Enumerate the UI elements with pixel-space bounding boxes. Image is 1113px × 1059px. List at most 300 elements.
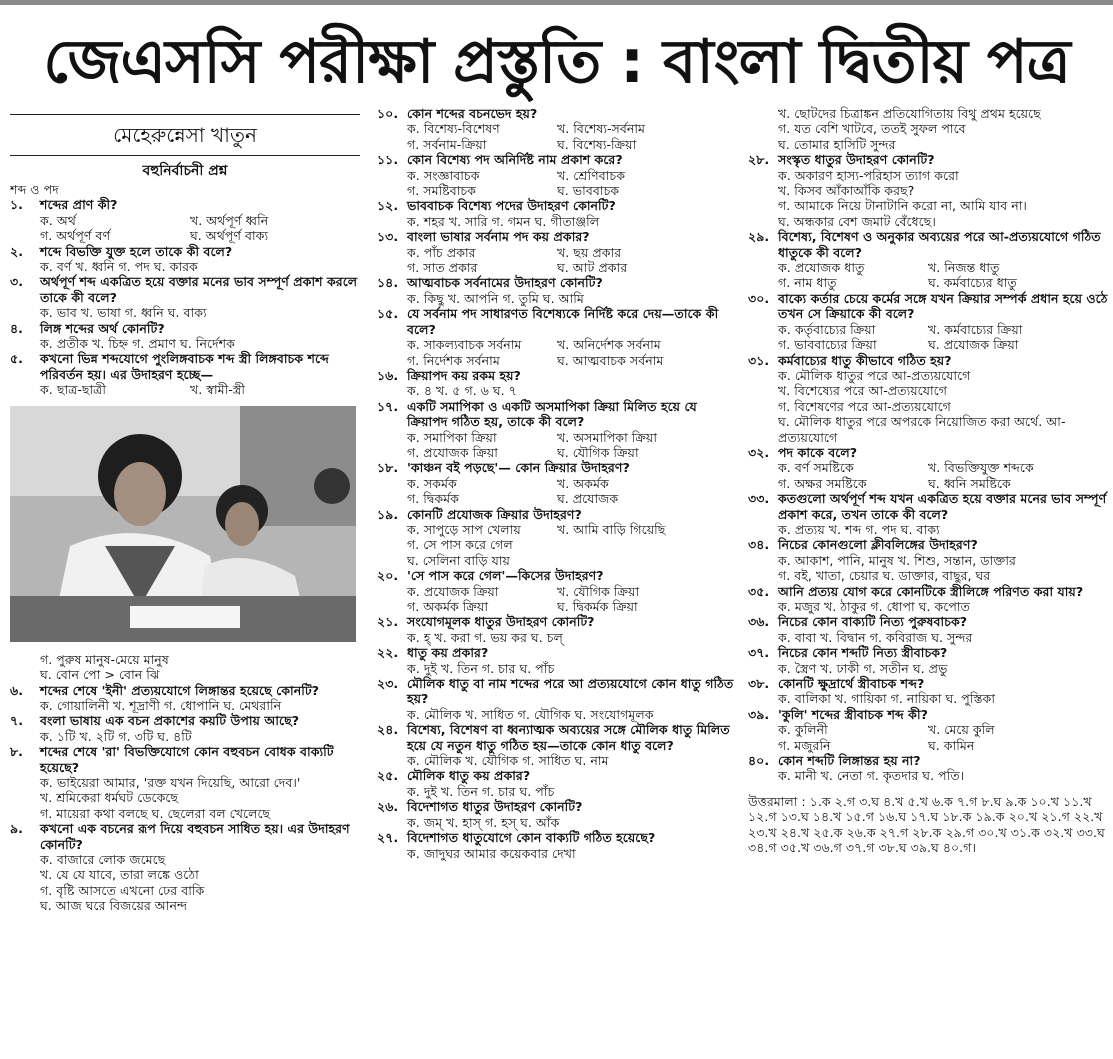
option-text: গ. প্রযোজক ক্রিয়া <box>407 444 498 460</box>
question-item <box>377 152 739 198</box>
question-number: ২৫. <box>377 768 399 784</box>
question-item <box>377 768 739 799</box>
students-illustration <box>10 406 356 642</box>
question-text: লিঙ্গ শব্দের অর্থ কোনটি? <box>40 320 165 336</box>
question-line <box>377 399 739 430</box>
question-item <box>748 291 1108 353</box>
option-row <box>778 368 1108 383</box>
options <box>748 691 1108 706</box>
question-text: কখনো এক বচনের রূপ দিয়ে বহুবচন সাধিত হয়। এর উদাহরণ কোনটি? <box>40 821 350 852</box>
question-line <box>10 197 360 212</box>
option-text: ঘ. প্রযোজক <box>557 491 619 507</box>
option-text: ক. মৌলিক খ. সাধিত গ. যৌগিক ঘ. সংযোগমূলক <box>407 706 654 722</box>
question-text: বিশেষ্য, বিশেষণ বা ধ্বন্যাত্মক অব্যয়ের সঙ্গে মৌলিক ধাতু মিলিত হয়ে যে নতুন ধাতু গঠিত হয়—তাকে কোন ধাতু বলে? <box>407 722 730 753</box>
section-label: শব্দ ও পদ <box>10 182 59 197</box>
option-text: গ. মায়েরা কথা বলছে ঘ. ছেলেরা বল খেলেছে <box>40 805 271 821</box>
option-text: ক. জম্ খ. হাস্ গ. হস্ ঘ. আঁক <box>407 814 560 830</box>
option-text: ক. ১টি খ. ২টি গ. ৩টি ঘ. ৪টি <box>40 728 192 744</box>
question-line <box>748 753 1108 768</box>
question-line <box>10 744 360 775</box>
options <box>10 382 360 397</box>
question-item <box>377 507 739 569</box>
option-row <box>40 213 360 228</box>
option-text: ক. দুই খ. তিন গ. চার ঘ. পাঁচ <box>407 660 555 676</box>
question-number: ৩৯. <box>748 706 770 722</box>
question-text: মৌলিক ধাতু বা নাম শব্দের পরে আ প্রত্যয়যোগে কোন ধাতু গঠিত হয়? <box>407 676 734 707</box>
options <box>377 291 739 306</box>
question-line <box>10 244 360 259</box>
question-item <box>377 460 739 506</box>
question-list-2 <box>377 106 739 861</box>
option-text: ঘ. সেলিনা বাড়ি যায় <box>407 552 510 568</box>
option-text: ঘ. কর্মবাচ্যের ধাতু <box>928 275 1017 291</box>
options <box>377 430 739 461</box>
question-list-1 <box>10 197 360 397</box>
options <box>748 322 1108 353</box>
option-text: খ. অনির্দেশক সর্বনাম <box>557 337 661 353</box>
question-item <box>748 645 1108 676</box>
option-text: ক. কিছু খ. আপনি গ. তুমি ঘ. আমি <box>407 290 584 306</box>
option-text: ক. সকর্মক <box>407 475 457 491</box>
question-item <box>748 152 1108 229</box>
options <box>748 460 1108 491</box>
option-text: ক. বর্ণ খ. ধ্বনি গ. পদ ঘ. কারক <box>40 259 198 275</box>
options <box>748 722 1108 753</box>
option-row <box>778 275 1108 290</box>
option-text: খ. কর্মবাচ্যের ক্রিয়া <box>928 321 1023 337</box>
option-text: খ. বিশেষ্য-সর্বনাম <box>557 121 646 137</box>
question-line <box>377 106 739 121</box>
options <box>377 168 739 199</box>
question-number: ৩৭. <box>748 645 770 661</box>
option-row <box>407 599 739 614</box>
option-row <box>40 775 360 790</box>
option-row <box>778 198 1108 213</box>
question-number: ৫. <box>10 351 23 367</box>
option-row <box>40 883 360 898</box>
question-line <box>748 445 1108 460</box>
option-row <box>407 753 739 768</box>
question-item <box>10 713 360 744</box>
question-number: ২৬. <box>377 799 399 815</box>
option-text: খ. বিশেষ্যের পরে আ-প্রত্যয়যোগে <box>778 383 947 399</box>
option-text: খ. অকর্মক <box>557 475 609 491</box>
option-row <box>40 806 360 821</box>
question-text: নিচের কোন শব্দটি নিত্য স্ত্রীবাচক? <box>778 645 948 661</box>
question-number: ৪০. <box>748 753 770 769</box>
option-row <box>778 337 1108 352</box>
options <box>10 336 360 351</box>
question-line <box>377 614 739 629</box>
question-line <box>377 799 739 814</box>
options <box>377 245 739 276</box>
option-text: ক. প্রযোজক ক্রিয়া <box>407 583 499 599</box>
option-row <box>778 476 1108 491</box>
question-number: ২৩. <box>377 676 399 692</box>
option-text: ক. বাজারে লোক জমেছে <box>40 851 166 867</box>
option-text: খ. আমি বাড়ি গিয়েছি <box>557 521 666 537</box>
option-text: ক. ছাত্র-ছাত্রী <box>40 382 107 398</box>
question-text: ধাতু কয় প্রকার? <box>407 645 489 661</box>
options <box>10 305 360 320</box>
question-number: ২৭. <box>377 830 399 846</box>
option-text: খ. মেয়ে কুলি <box>928 722 995 738</box>
column-3 <box>748 106 1108 1057</box>
option-text: গ. যত বেশি খাটবে, ততই সুফল পাবে <box>778 121 966 137</box>
question-number: ১৯. <box>377 506 399 522</box>
options <box>377 476 739 507</box>
question-line <box>377 676 739 707</box>
divider <box>10 114 360 115</box>
question-item <box>748 584 1108 615</box>
option-text: ক. ভাইয়েরা আমার, 'রক্ত যখন দিয়েছি, আরো দেব।' <box>40 774 301 790</box>
option-row <box>778 553 1108 568</box>
options <box>377 707 739 722</box>
question-line <box>748 676 1108 691</box>
question-item <box>377 368 739 399</box>
option-text: ক. সংজ্ঞাবাচক <box>407 167 480 183</box>
option-text: গ. অক্ষর সমষ্টিকে <box>778 475 867 491</box>
option-text: খ. অসমাপিকা ক্রিয়া <box>557 429 657 445</box>
option-row <box>778 260 1108 275</box>
question-line <box>10 821 360 852</box>
question-line <box>377 229 739 244</box>
question-text: বাক্যে কর্তার চেয়ে কর্মের সঙ্গে যখন ক্রিয়ার সম্পর্ক প্রধান হয়ে ওঠে তখন সে ক্রিয়াকে কী বলে? <box>778 290 1108 322</box>
option-row <box>40 305 360 320</box>
question-text: আত্মবাচক সর্বনামের উদাহরণ কোনটি? <box>407 275 603 291</box>
option-text: গ. নির্দেশক সর্বনাম <box>407 352 500 368</box>
question-text: শব্দে বিভক্তি যুক্ত হলে তাকে কী বলে? <box>40 243 233 259</box>
option-row <box>407 784 739 799</box>
question-number: ৬. <box>10 682 23 698</box>
question-item <box>377 229 739 275</box>
option-text: ক. স্ত্রৈণ খ. ঢাকী গ. সতীন ঘ. প্রভু <box>778 660 948 676</box>
option-row <box>778 630 1108 645</box>
question-line <box>377 306 739 337</box>
option-row <box>778 661 1108 676</box>
question-item <box>377 645 739 676</box>
option-text: ক. প্রতীক খ. চিহ্ন গ. প্রমাণ ঘ. নির্দেশক <box>40 336 235 352</box>
option-text: ঘ. অর্থপূর্ণ বাক্য <box>190 228 269 244</box>
option-row <box>407 584 739 599</box>
option-row <box>407 522 739 537</box>
question-item <box>377 614 739 645</box>
question-number: ২০. <box>377 568 399 584</box>
question-text: কোনটি ক্ষুদ্রার্থে স্ত্রীবাচক শব্দ? <box>778 676 925 692</box>
options <box>377 815 739 830</box>
question-item <box>10 321 360 352</box>
option-text: খ. শ্রেণিবাচক <box>557 167 626 183</box>
option-text: গ. মজুরনি <box>778 737 831 753</box>
top-rule <box>0 0 1113 5</box>
question-text: বিদেশাগত ধাতুর উদাহরণ কোনটি? <box>407 799 583 815</box>
option-row <box>407 137 739 152</box>
option-text: গ. সে পাস করে গেল <box>407 537 513 553</box>
options <box>748 260 1108 291</box>
options <box>377 661 739 676</box>
option-text: ক. জাদুঘর আমার কয়েকবার দেখা <box>407 845 576 861</box>
question-item <box>377 275 739 306</box>
question-item <box>748 537 1108 583</box>
option-row <box>407 430 739 445</box>
option-text: গ. অর্থপূর্ণ বর্ণ <box>40 228 111 244</box>
option-text: ঘ. প্রযোজক ক্রিয়া <box>928 337 1019 353</box>
question-text: আনি প্রত্যয় যোগ করে কোনটিকে স্ত্রীলিঙ্গে পরিণত করা যায়? <box>778 583 1084 599</box>
option-text: গ. সমষ্টিবাচক <box>407 183 476 199</box>
option-row <box>407 353 739 368</box>
option-row <box>407 846 739 861</box>
option-text: গ. দ্বিকর্মক <box>407 491 459 507</box>
option-row <box>40 852 360 867</box>
option-text: ঘ. আত্মবাচক সর্বনাম <box>557 352 664 368</box>
option-text: ক. সাকল্যবাচক সর্বনাম <box>407 337 522 353</box>
option-text: খ. ছোটদের চিত্রাঙ্কন প্রতিযোগিতায় বিথু প্রথম হয়েছে <box>778 106 1041 121</box>
question-number: ৩৬. <box>748 614 770 630</box>
option-text: ঘ. আজ ঘরে বিজয়ের আনন্দ <box>40 898 188 914</box>
options <box>748 661 1108 676</box>
option-row <box>407 491 739 506</box>
option-text: ঘ. তোমার হাসিটি সুন্দর <box>778 136 896 152</box>
question-number: ৩৮. <box>748 676 770 692</box>
question-text: শব্দের শেষে 'ইনী' প্রত্যয়যোগে লিঙ্গান্তর হয়েছে কোনটি? <box>40 682 319 698</box>
question-line <box>748 291 1108 322</box>
question-number: ৩. <box>10 274 23 290</box>
question-item <box>748 445 1108 491</box>
question-number: ৭. <box>10 713 23 729</box>
question-text: 'কুলি' শব্দের স্ত্রীবাচক শব্দ কী? <box>778 706 928 722</box>
question-line <box>377 152 739 167</box>
option-text: ক. আকাশ, পানি, মানুষ খ. শিশু, সন্তান, ডাক্তার <box>778 552 1016 568</box>
divider <box>10 155 360 156</box>
option-text: ক. পাঁচ প্রকার <box>407 244 476 260</box>
section-subtitle: বহুনির্বাচনী প্রশ্ন <box>142 163 228 179</box>
question-item <box>10 683 360 714</box>
option-text: ক. ৪ খ. ৫ গ. ৬ ঘ. ৭ <box>407 383 517 399</box>
question-number: ১৩. <box>377 229 399 245</box>
options <box>748 368 1108 445</box>
question-text: নিচের কোন বাক্যটি নিত্য পুরুষবাচক? <box>778 614 968 630</box>
question-line <box>377 722 739 753</box>
question-line <box>377 275 739 290</box>
question-text: কর্মবাচ্যের ধাতু কীভাবে গঠিত হয়? <box>778 352 952 368</box>
option-row <box>407 553 739 568</box>
question-number: ১০. <box>377 106 399 121</box>
question-number: ২৮. <box>748 152 770 168</box>
question-item <box>377 568 739 614</box>
question-number: ২২. <box>377 645 399 661</box>
option-text: ঘ. যৌগিক ক্রিয়া <box>557 444 639 460</box>
question-number: ৩০. <box>748 290 770 306</box>
option-text: ক. অকারণ হাস্য-পরিহাস ত্যাগ করো <box>778 167 959 183</box>
options-continued-2 <box>748 106 1108 152</box>
option-row <box>778 183 1108 198</box>
options <box>377 630 739 645</box>
option-text: ক. ভাব খ. ভাষা গ. ধ্বনি ঘ. বাক্য <box>40 305 207 321</box>
option-text: ক. মৌলিক খ. যৌগিক গ. সাধিত ঘ. নাম <box>407 753 609 769</box>
question-line <box>377 768 739 783</box>
options <box>377 121 739 152</box>
question-number: ১৭. <box>377 398 399 414</box>
option-text: গ. পুরুষ মানুষ-মেয়ে মানুষ <box>40 651 169 667</box>
question-list-3 <box>748 152 1108 784</box>
question-line <box>748 537 1108 552</box>
option-text: ঘ. ধ্বনি সমষ্টিকে <box>928 475 1011 491</box>
options <box>748 768 1108 783</box>
column-2 <box>377 106 739 1057</box>
option-text: ঘ. ভাববাচক <box>557 183 620 199</box>
option-row <box>407 214 739 229</box>
question-text: যে সর্বনাম পদ সাধারণত বিশেষ্যকে নির্দিষ্ট করে দেয়—তাকে কী বলে? <box>407 306 719 337</box>
question-item <box>10 821 360 913</box>
question-text: 'কাঞ্চন বই পড়ছে'— কোন ক্রিয়ার উদাহরণ? <box>407 460 630 476</box>
option-row <box>407 707 739 722</box>
question-item <box>748 491 1108 537</box>
options <box>748 630 1108 645</box>
options <box>377 753 739 768</box>
question-text: সংযোগমূলক ধাতুর উদাহরণ কোনটি? <box>407 614 595 630</box>
option-row <box>407 260 739 275</box>
option-text: ক. হ্ খ. করা গ. ভয় কর ঘ. চল্ <box>407 629 563 645</box>
option-text: ক. মানী খ. নেতা গ. কৃতদার ঘ. পতি। <box>778 768 965 784</box>
question-item <box>377 399 739 461</box>
option-text: ক. কুলিনী <box>778 722 828 738</box>
question-number: ৯. <box>10 821 23 837</box>
question-item <box>377 106 739 152</box>
option-row <box>40 259 360 274</box>
question-number: ৩৩. <box>748 491 770 507</box>
option-row <box>40 698 360 713</box>
option-row <box>40 228 360 243</box>
question-number: ১৫. <box>377 306 399 322</box>
question-line <box>748 645 1108 660</box>
question-text: কোন বিশেষ্য পদ অনির্দিষ্ট নাম প্রকাশ করে? <box>407 152 623 168</box>
column-1 <box>10 110 360 1057</box>
option-row <box>778 768 1108 783</box>
option-text: গ. সাত প্রকার <box>407 260 478 276</box>
question-item <box>748 229 1108 291</box>
question-line <box>10 683 360 698</box>
option-row <box>407 661 739 676</box>
question-line <box>377 830 739 845</box>
option-row <box>407 337 739 352</box>
options-continued <box>10 652 360 683</box>
question-text: একটি সমাপিকা ও একটি অসমাপিকা ক্রিয়া মিলিত হয়ে যে ক্রিয়াপদ গঠিত হয়, তাকে কী বলে? <box>407 398 697 430</box>
option-text: ঘ. কামিন <box>928 737 975 753</box>
question-text: বিশেষ্য, বিশেষণ ও অনুকার অব্যয়ের পরে আ-প্রত্যয়যোগে গঠিত ধাতুকে কী বলে? <box>778 229 1101 260</box>
options <box>377 522 739 568</box>
option-text: ক. প্রযোজক ধাতু <box>778 260 865 276</box>
question-item <box>377 799 739 830</box>
option-text: ক. অর্থ <box>40 212 76 228</box>
option-row <box>778 322 1108 337</box>
option-text: খ. কিসব আঁকাআঁকি করছ? <box>778 183 915 199</box>
options <box>10 775 360 821</box>
option-row <box>407 476 739 491</box>
question-number: ৩৫. <box>748 583 770 599</box>
question-item <box>10 351 360 397</box>
question-text: বাংলা ভাষার সর্বনাম পদ কয় প্রকার? <box>407 229 590 245</box>
question-number: ২৪. <box>377 722 399 738</box>
option-text: গ. বই, খাতা, চেয়ার ঘ. ডাক্তার, বাছুর, ঘর <box>778 568 991 584</box>
question-text: নিচের কোনগুলো ক্লীবলিঙ্গের উদাহরণ? <box>778 537 978 553</box>
option-text: ঘ. বিশেষ্য-ক্রিয়া <box>557 136 637 152</box>
question-item <box>377 676 739 722</box>
option-row <box>407 168 739 183</box>
option-text: ক. মজুর খ. ঠাকুর গ. ধোপা ঘ. কপোত <box>778 599 970 614</box>
option-text: ক. বিশেষ্য-বিশেষণ <box>407 121 500 137</box>
option-text: খ. যে যে যাবে, তারা লঙ্কে ওঠো <box>40 867 199 883</box>
options <box>377 383 739 398</box>
option-text: ক. প্রত্যয় খ. শব্দ গ. পদ ঘ. বাক্য <box>778 521 940 537</box>
question-text: অর্থপূর্ণ শব্দ একত্রিত হয়ে বক্তার মনের ভাব সম্পূর্ণ প্রকাশ করলে তাকে কী বলে? <box>40 274 358 305</box>
students-photo <box>10 406 356 642</box>
option-row <box>407 121 739 136</box>
option-text: গ. বিশেষণের পরে আ-প্রত্যয়যোগে <box>778 398 951 414</box>
question-number: ৮. <box>10 744 23 760</box>
option-row <box>778 383 1108 398</box>
question-line <box>748 614 1108 629</box>
question-number: ২. <box>10 243 23 259</box>
option-text: ঘ. দ্বিকর্মক ক্রিয়া <box>557 599 638 614</box>
option-row <box>40 867 360 882</box>
option-row <box>40 790 360 805</box>
question-item <box>748 614 1108 645</box>
option-text: ক. সমাপিকা ক্রিয়া <box>407 429 497 445</box>
question-text: ভাববাচক বিশেষ্য পদের উদাহরণ কোনটি? <box>407 198 616 214</box>
question-number: ২৯. <box>748 229 770 245</box>
options <box>748 168 1108 230</box>
question-text: ক্রিয়াপদ কয় রকম হয়? <box>407 367 521 383</box>
question-line <box>748 491 1108 522</box>
question-number: ২১. <box>377 614 399 630</box>
question-text: কতগুলো অর্থপূর্ণ শব্দ যখন একত্রিত হয়ে বক্তার মনের ভাব সম্পূর্ণ প্রকাশ করে, তখন তাকে কী বলে? <box>778 491 1107 522</box>
question-item <box>377 830 739 861</box>
options <box>377 784 739 799</box>
option-row <box>407 291 739 306</box>
option-text: গ. আমাকে নিয়ে টানাটানি করো না, আমি যাব না। <box>778 198 1027 214</box>
question-line <box>10 321 360 336</box>
option-row <box>407 815 739 830</box>
option-row <box>778 738 1108 753</box>
option-text: ঘ. মৌলিক ধাতুর পরে অপরকে নিয়োজিত করা অর্থে. আ-প্রত্যয়যোগে <box>778 414 1066 445</box>
option-row <box>407 245 739 260</box>
options <box>377 584 739 615</box>
option-text: খ. শ্রমিকেরা ধর্মঘট ডেকেছে <box>40 790 179 806</box>
option-text: গ. বৃষ্টি আসতে এখনো ঢের বাকি <box>40 882 205 898</box>
option-row <box>40 898 360 913</box>
question-item <box>10 244 360 275</box>
question-text: শব্দের শেষে 'রা' বিভক্তিযোগে কোন বহুবচন বোধক বাক্যটি হয়েছে? <box>40 744 334 775</box>
options <box>377 214 739 229</box>
option-text: খ. নিজন্ত ধাতু <box>928 260 1000 276</box>
option-text: গ. নাম ধাতু <box>778 275 837 291</box>
question-item <box>10 274 360 320</box>
options <box>10 259 360 274</box>
question-number: ১৬. <box>377 367 399 383</box>
option-text: ক. বাবা খ. বিদ্বান গ. কবিরাজ ঘ. সুন্দর <box>778 629 973 645</box>
question-line <box>10 274 360 305</box>
option-row <box>778 522 1108 537</box>
option-text: ক. মৌলিক ধাতুর পরে আ-প্রত্যয়যোগে <box>778 367 971 383</box>
page-title: জেএসসি পরীক্ষা প্রস্তুতি : বাংলা দ্বিতীয় পত্র <box>43 27 1070 97</box>
options <box>377 846 739 861</box>
question-item <box>10 197 360 243</box>
option-row <box>778 414 1108 445</box>
options <box>10 729 360 744</box>
question-text: মৌলিক ধাতু কয় প্রকার? <box>407 768 531 784</box>
option-row <box>407 383 739 398</box>
option-row <box>778 168 1108 183</box>
